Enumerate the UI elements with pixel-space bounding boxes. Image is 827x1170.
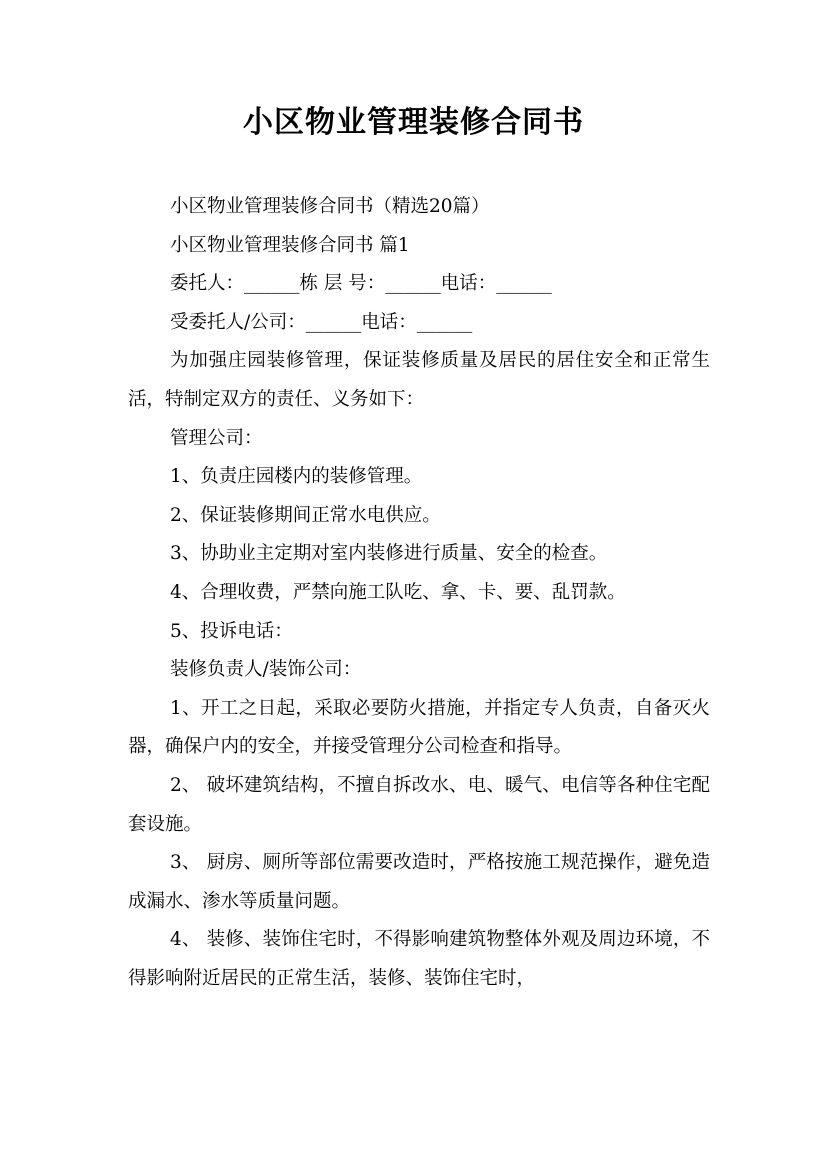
paragraph-management-item-2: 2、保证装修期间正常水电供应。	[170, 504, 441, 526]
paragraph-intro: 为加强庄园装修管理，保证装修质量及居民的居住安全和正常生活，特制定双方的责任、义务如下：	[128, 350, 710, 410]
paragraph-renovation-item-2: 2、 破坏建筑结构，不擅自拆改水、电、暖气、电信等各种住宅配套设施。	[128, 774, 710, 835]
paragraph-client-line: 委托人：______栋 层 号：______电话：______	[170, 273, 552, 295]
paragraph-management-item-3: 3、协助业主定期对室内装修进行质量、安全的检查。	[170, 543, 608, 565]
paragraph-renovation-heading: 装修负责人/装饰公司：	[170, 659, 362, 681]
paragraph-management-item-5: 5、投诉电话：	[170, 620, 293, 642]
paragraph-section-heading: 小区物业管理装修合同书 篇1	[170, 234, 410, 256]
paragraph-renovation-item-4: 4、 装修、装饰住宅时，不得影响建筑物整体外观及周边环境，不得影响附近居民的正常生活，装修、装饰住宅时，	[128, 929, 710, 989]
paragraph-renovation-item-3: 3、 厨房、厕所等部位需要改造时，严格按施工规范操作，避免造成漏水、渗水等质量问题。	[128, 852, 710, 912]
paragraph-management-item-1: 1、负责庄园楼内的装修管理。	[170, 466, 423, 488]
paragraph-renovation-item-1: 1、开工之日起，采取必要防火措施，并指定专人负责，自备灭火器，确保户内的安全，并接受管理分公司检查和指导。	[128, 697, 710, 758]
paragraph-subtitle: 小区物业管理装修合同书（精选20篇）	[170, 196, 490, 217]
paragraph-management-item-4: 4、合理收费，严禁向施工队吃、拿、卡、要、乱罚款。	[170, 581, 626, 603]
paragraph-contractor-line: 受委托人/公司：______电话：______	[170, 311, 473, 333]
paragraph-management-heading: 管理公司：	[170, 427, 263, 449]
document-title: 小区物业管理装修合同书	[243, 105, 584, 140]
document-body	[128, 188, 710, 998]
